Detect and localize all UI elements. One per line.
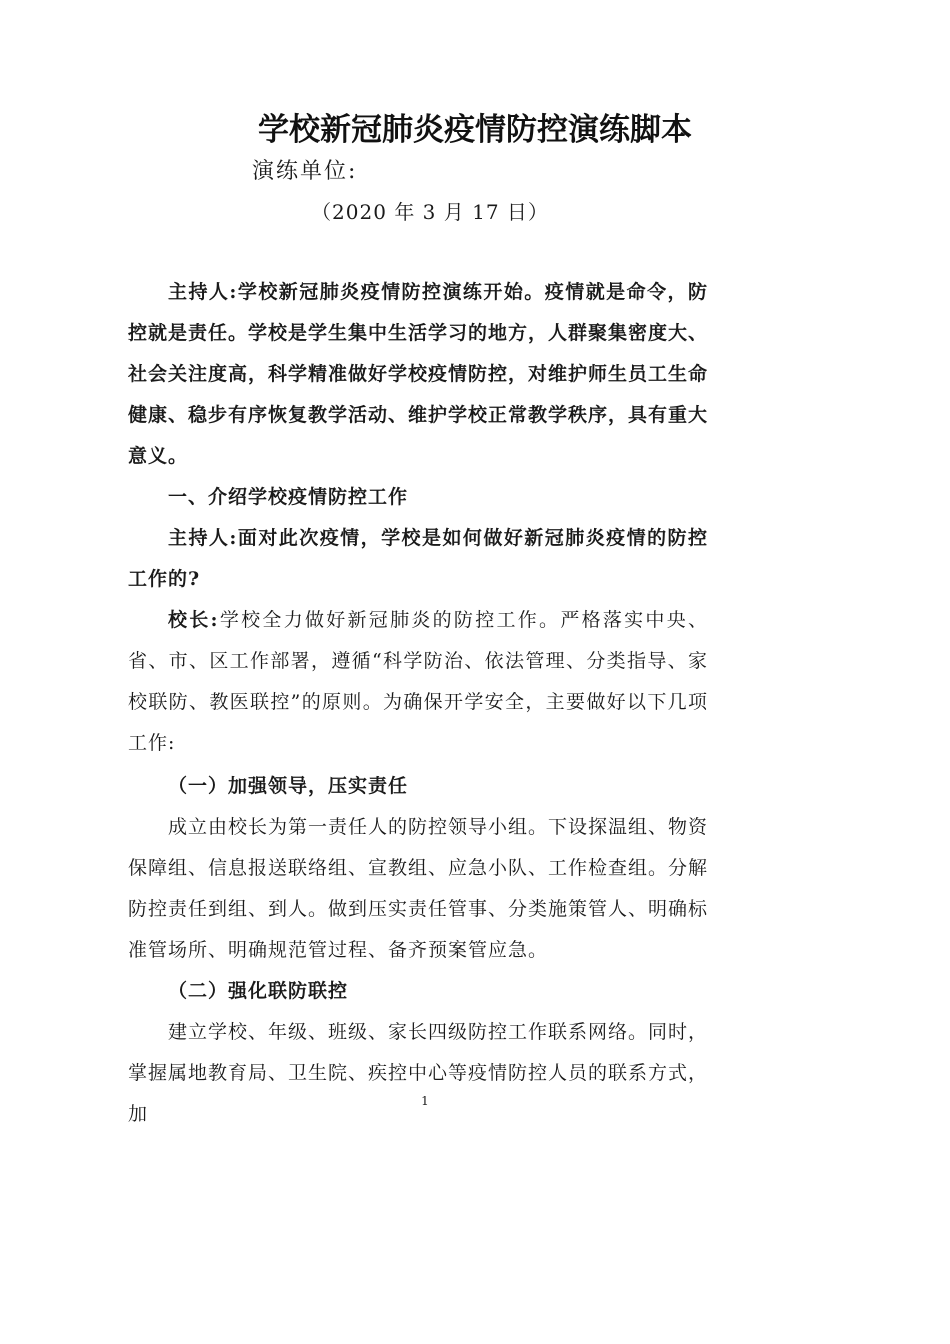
subsection-heading-1: （一）加强领导，压实责任 [168,775,409,797]
section-heading-1: 一、介绍学校疫情防控工作 [168,486,409,508]
drill-unit-label: 演练单位: [252,159,358,184]
paragraph-host-opening [128,272,708,477]
paragraph-principal [128,600,708,764]
subsection-heading-2: （二）强化联防联控 [168,980,349,1002]
paragraph-text: 面对此次疫情，学校是如何做好新冠肺炎疫情的防控工作的? [128,527,708,590]
paragraph-host-question [128,518,708,600]
speaker-label: 主持人: [168,527,238,549]
page-number: 1 [421,1094,429,1108]
speaker-label: 校长: [168,609,219,631]
paragraph-text: 学校全力做好新冠肺炎的防控工作。严格落实中央、省、市、区工作部署，遵循“科学防治、依法管理、分类指导、家校联防、教医联控”的原则。为确保开学安全，主要做好以下几项工作: [128,609,708,754]
drill-date: （2020 年 3 月 17 日） [311,200,549,224]
paragraph-leadership: 成立由校长为第一责任人的防控领导小组。下设探温组、物资保障组、信息报送联络组、宣教组、应急小队、工作检查组。分解防控责任到组、到人。做到压实责任管事、分类施策管人、明确标准管场所、明确规范管过程、备齐预案管应急。 [128,816,709,961]
speaker-label: 主持人: [168,281,238,303]
paragraph-joint-control: 建立学校、年级、班级、家长四级防控工作联系网络。同时，掌握属地教育局、卫生院、疾控中心等疫情防控人员的联系方式，加 [128,1021,709,1125]
document-title: 学校新冠肺炎疫情防控演练脚本 [258,112,692,148]
paragraph-text: 学校新冠肺炎疫情防控演练开始。疫情就是命令，防控就是责任。学校是学生集中生活学习的地方，人群聚集密度大、社会关注度高，科学精准做好学校疫情防控，对维护师生员工生命健康、稳步有序恢复教学活动、维护学校正常教学秩序，具有重大意义。 [128,281,709,467]
